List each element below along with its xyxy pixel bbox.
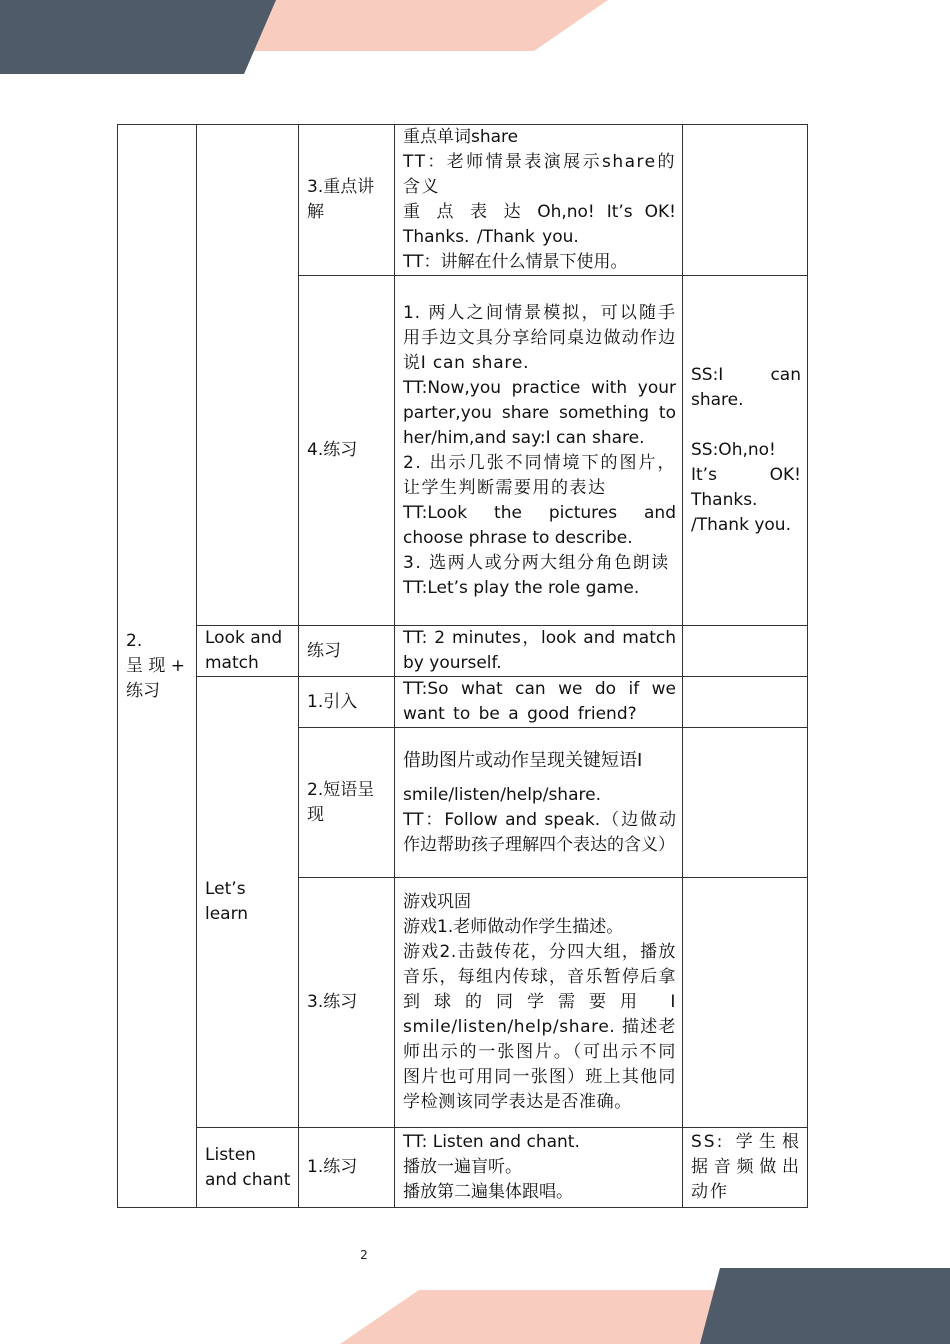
section-cell — [118, 125, 197, 1208]
content-line: 借助图片或动作呈现关键短语I — [403, 749, 643, 771]
table-row — [118, 125, 808, 276]
response-cell — [683, 276, 808, 626]
content-line: 3. 选两人或分两大组分角色朗读 — [403, 552, 670, 573]
student-response: SS:Oh,no! It’s OK! Thanks. /Thank you. — [691, 440, 801, 535]
student-response: SS: 学生根据音频做出动作 — [691, 1132, 801, 1202]
table-row — [118, 1128, 808, 1208]
student-response: SS:I can share. — [691, 365, 801, 410]
content-cell — [395, 677, 683, 728]
step-cell: 4.练习 — [299, 276, 395, 626]
response-cell-empty — [683, 626, 808, 677]
content-cell — [395, 626, 683, 677]
content-line: 游戏2.击鼓传花，分四大组，播放音乐，每组内传球，音乐暂停后拿到球的同学需要用 I smile/listen/help/share. 描述老师出示的一张图片。（可出示不同图片也可用同一张图）班上其他同学检测该同学表达是否准确。 — [403, 942, 676, 1112]
content-line: 游戏1.老师做动作学生描述。 — [403, 917, 624, 937]
section-number: 2. — [126, 630, 143, 651]
content-line: TT:Look the pictures and choose phrase to describe. — [403, 502, 676, 548]
bottom-slate-band — [700, 1268, 950, 1344]
content-line: 播放第二遍集体跟唱。 — [403, 1182, 573, 1202]
page-number: 2 — [360, 1248, 368, 1262]
top-slate-band — [0, 0, 276, 74]
step-cell: 练习 — [299, 626, 395, 677]
activity-cell: Look and match — [197, 626, 299, 677]
response-cell-empty — [683, 125, 808, 276]
activity-cell: Let’s learn — [197, 677, 299, 1128]
activity-cell-empty — [197, 125, 299, 626]
content-line: TT：老师情景表演展示share的含义 — [403, 152, 676, 197]
content-line: TT：Follow and speak.（边做动作边帮助孩子理解四个表达的含义） — [403, 809, 676, 855]
content-line: 重点单词share — [403, 127, 519, 147]
content-line: smile/listen/help/share. — [403, 784, 601, 805]
response-cell-empty — [683, 728, 808, 878]
response-cell-empty — [683, 878, 808, 1128]
content-line: TT: 2 minutes，look and match by yourself. — [403, 628, 676, 673]
step-cell: 2.短语呈现 — [299, 728, 395, 878]
bottom-peach-band — [340, 1290, 950, 1344]
content-line: 2. 出示几张不同情境下的图片，让学生判断需要用的表达 — [403, 452, 676, 498]
top-peach-band — [0, 0, 608, 51]
content-line: TT:Now,you practice with your parter,you share something to her/him,and say:I can share. — [403, 377, 676, 448]
lesson-plan-table — [117, 124, 808, 1208]
section-title: 呈 现 + 练习 — [126, 655, 186, 701]
step-cell: 1.练习 — [299, 1128, 395, 1208]
table-row — [118, 626, 808, 677]
content-line: TT:So what can we do if we want to be a good friend? — [403, 679, 676, 724]
response-cell — [683, 1128, 808, 1208]
table-row — [118, 677, 808, 728]
content-line: TT：讲解在什么情景下使用。 — [403, 252, 628, 272]
response-cell-empty — [683, 677, 808, 728]
content-line: 重 点 表 达 Oh,no! It’s OK! Thanks. /Thank you. — [403, 202, 676, 247]
content-cell — [395, 125, 683, 276]
step-cell: 3.重点讲解 — [299, 125, 395, 276]
content-line: TT: Listen and chant. — [403, 1132, 580, 1152]
activity-cell: Listen and chant — [197, 1128, 299, 1208]
content-cell — [395, 728, 683, 878]
content-cell — [395, 878, 683, 1128]
content-line: 游戏巩固 — [403, 892, 471, 912]
content-line: 播放一遍盲听。 — [403, 1157, 522, 1177]
content-cell — [395, 1128, 683, 1208]
content-cell — [395, 276, 683, 626]
step-cell: 3.练习 — [299, 878, 395, 1128]
content-line: 1. 两人之间情景模拟，可以随手用手边文具分享给同桌边做动作边说I can share. — [403, 302, 676, 373]
content-line: TT:Let’s play the role game. — [403, 577, 640, 598]
step-cell: 1.引入 — [299, 677, 395, 728]
